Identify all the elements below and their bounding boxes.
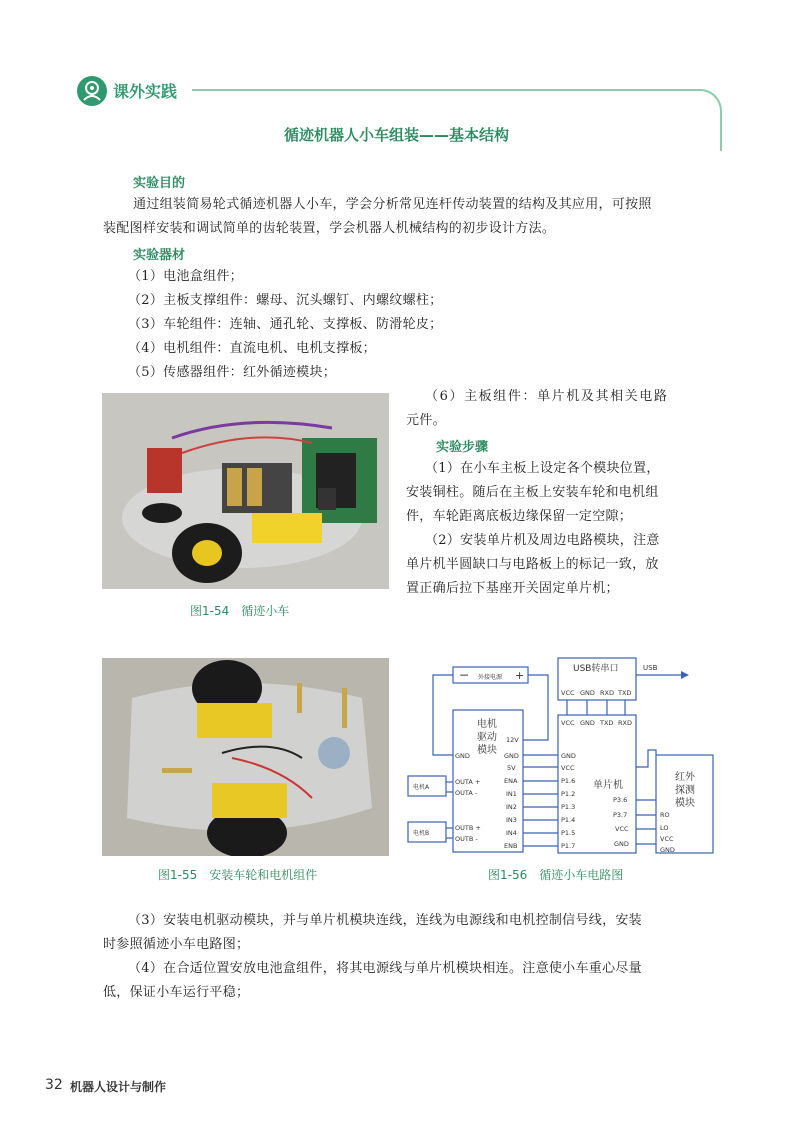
step-3-line-1: （3）安装电机驱动模块，并与单片机模块连线，连线为电源线和电机控制信号线，安装	[128, 913, 642, 928]
mcu-pin-p1-4: P1.4	[561, 816, 576, 824]
purpose-line-1: 通过组装简易轮式循迹机器人小车，学会分析常见连杆传动装置的结构及其应用，可按照	[133, 197, 652, 212]
usb-module-label: USB转串口	[573, 664, 619, 674]
steps-heading: 实验步骤	[436, 440, 489, 455]
driver-pin-outa-plus: OUTA +	[455, 778, 481, 786]
mcu-top-pin-gnd: GND	[580, 719, 595, 727]
mcu-pin-vcc: VCC	[561, 764, 575, 772]
ir-name-3: 模块	[675, 798, 695, 809]
motor-a-label: 电机A	[413, 784, 430, 791]
step-3-line-2: 时参照循迹小车电路图；	[103, 937, 250, 952]
power-plus-sign: +	[515, 669, 525, 682]
material-item-2: （2）主板支撑组件：螺母、沉头螺钉、内螺纹螺柱；	[128, 293, 443, 308]
driver-name-3: 模块	[477, 745, 497, 756]
book-title: 机器人设计与制作	[70, 1080, 167, 1094]
mcu-pin-p3-7: P3.7	[613, 811, 628, 819]
ir-pin-ro: RO	[660, 811, 670, 819]
driver-pin-in4: IN4	[506, 829, 517, 837]
usb-pin-txd: TXD	[618, 689, 632, 697]
tracking-car-photo	[102, 393, 389, 589]
person-bulb-icon	[77, 76, 107, 106]
mcu-top-pin-rxd: RXD	[618, 719, 632, 727]
driver-pin-gnd: GND	[504, 752, 519, 760]
materials-heading: 实验器材	[133, 248, 186, 263]
driver-name-1: 电机	[477, 719, 497, 730]
ir-pin-vcc: VCC	[660, 835, 674, 843]
step-1-line-3: 件，车轮距离底板边缘保留一定空隙；	[406, 509, 633, 524]
mcu-pin-gnd-right: GND	[614, 840, 629, 848]
material-item-6-line-2: 元件。	[406, 413, 446, 428]
section-label: 课外实践	[113, 82, 178, 101]
driver-pin-ena: ENA	[504, 777, 518, 785]
step-2-line-3: 置正确后拉下基座开关固定单片机；	[406, 581, 619, 596]
step-4-line-1: （4）在合适位置安放电池盒组件，将其电源线与单片机模块相连。注意使小车重心尽量	[128, 961, 642, 976]
purpose-line-2: 装配图样安装和调试简单的齿轮装置，学会机器人机械结构的初步设计方法。	[103, 221, 556, 236]
step-1-line-1: （1）在小车主板上设定各个模块位置，	[425, 461, 660, 476]
purpose-heading: 实验目的	[133, 176, 186, 191]
power-minus-sign: −	[459, 668, 470, 682]
driver-pin-5v: 5V	[507, 764, 516, 772]
ir-name-2: 探测	[675, 785, 695, 796]
mcu-top-pin-txd: TXD	[600, 719, 614, 727]
page-number: 32	[45, 1077, 63, 1093]
usb-out-label: USB	[643, 664, 658, 672]
mcu-pin-p1-2: P1.2	[561, 790, 576, 798]
figure-caption-1-55: 图1-55 安装车轮和电机组件	[158, 868, 318, 882]
material-item-5: （5）传感器组件：红外循迹模块；	[128, 365, 337, 380]
driver-pin-in3: IN3	[506, 816, 517, 824]
power-label: 外接电源	[478, 674, 503, 681]
usb-pin-gnd: GND	[580, 689, 595, 697]
usb-pin-rxd: RXD	[600, 689, 614, 697]
driver-gnd-label: GND	[455, 752, 470, 760]
driver-pin-outa-minus: OUTA -	[455, 789, 478, 797]
mcu-pin-p1-6: P1.6	[561, 777, 576, 785]
page-title: 循迹机器人小车组装——基本结构	[283, 126, 509, 144]
driver-pin-12v: 12V	[506, 736, 519, 744]
driver-pin-outb-plus: OUTB +	[455, 824, 481, 832]
figure-caption-1-56: 图1-56 循迹小车电路图	[488, 868, 624, 882]
mcu-name: 单片机	[593, 780, 623, 791]
driver-pin-outb-minus: OUTB -	[455, 835, 478, 843]
ir-pin-gnd: GND	[660, 846, 675, 854]
mcu-pin-p1-7: P1.7	[561, 842, 576, 850]
ir-pin-lo: LO	[660, 824, 669, 832]
mcu-pin-gnd: GND	[561, 752, 576, 760]
usb-pin-vcc: VCC	[561, 689, 575, 697]
motor-b-label: 电机B	[413, 830, 430, 837]
header-divider	[192, 89, 692, 91]
ir-name-1: 红外	[675, 772, 695, 783]
driver-pin-in2: IN2	[506, 803, 517, 811]
material-item-6-line-1: （6）主板组件：单片机及其相关电路	[425, 389, 669, 404]
mcu-pin-p3-6: P3.6	[613, 796, 628, 804]
driver-pin-enb: ENB	[504, 842, 518, 850]
wheel-motor-assembly-photo	[102, 658, 389, 856]
step-2-line-1: （2）安装单片机及周边电路模块，注意	[425, 533, 660, 548]
driver-name-2: 驱动	[477, 732, 497, 743]
mcu-pin-p1-3: P1.3	[561, 803, 576, 811]
step-4-line-2: 低，保证小车运行平稳；	[103, 985, 250, 1000]
material-item-1: （1）电池盒组件；	[128, 269, 243, 284]
step-2-line-2: 单片机半圆缺口与电路板上的标记一致，放	[406, 557, 659, 572]
mcu-pin-p1-5: P1.5	[561, 829, 576, 837]
material-item-4: （4）电机组件：直流电机、电机支撑板；	[128, 341, 376, 356]
mcu-pin-vcc-right: VCC	[615, 825, 629, 833]
mcu-top-pin-vcc: VCC	[561, 719, 575, 727]
driver-pin-in1: IN1	[506, 790, 517, 798]
step-1-line-2: 安装铜柱。随后在主板上安装车轮和电机组	[406, 485, 659, 500]
figure-caption-1-54: 图1-54 循迹小车	[190, 604, 290, 618]
circuit-diagram	[403, 655, 721, 860]
material-item-3: （3）车轮组件：连轴、通孔轮、支撑板、防滑轮皮；	[128, 317, 443, 332]
